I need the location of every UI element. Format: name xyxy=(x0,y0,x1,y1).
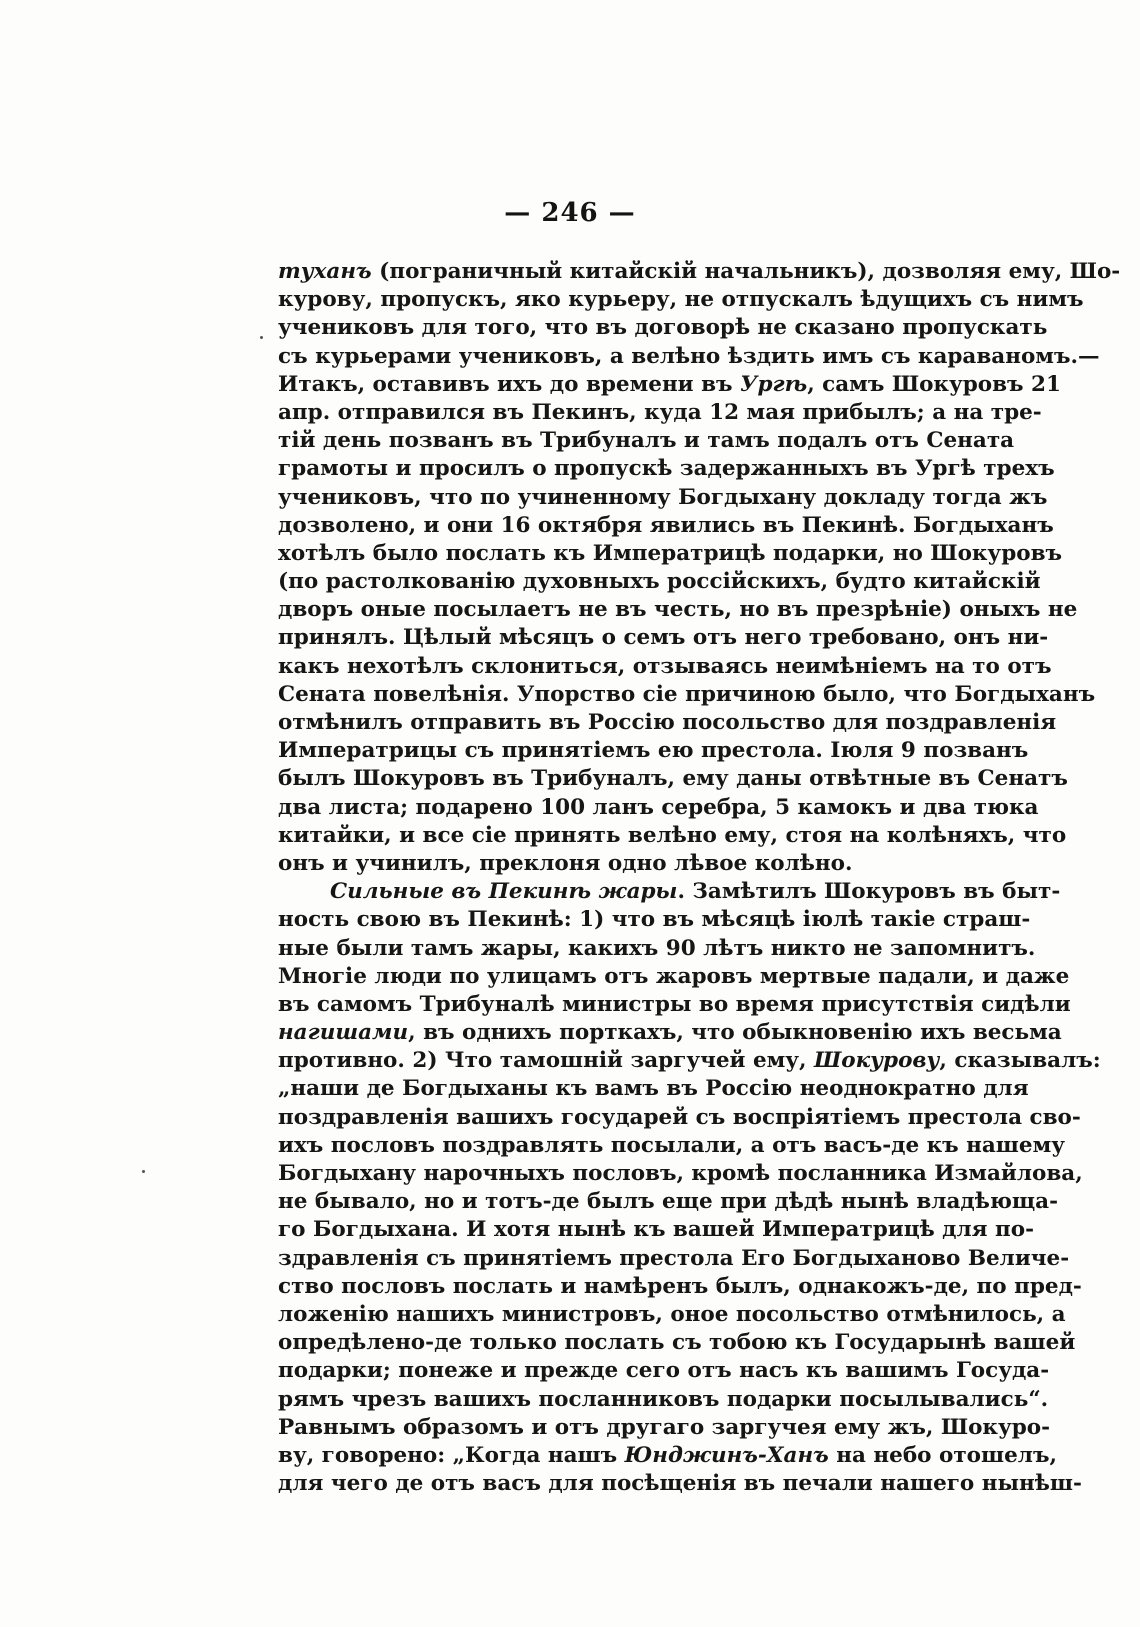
text-segment: Сильные въ Пекинѣ жары xyxy=(330,879,678,905)
page-number: — 246 — xyxy=(504,198,636,228)
text-segment: Сената повелѣнія. Упорство сіе причиною было, что Богдыханъ xyxy=(278,681,1096,707)
text-line xyxy=(278,1188,1059,1216)
text-line xyxy=(278,794,1039,822)
text-line xyxy=(278,1075,1029,1103)
text-segment: противно. 2) Что тамошній заргучей ему, xyxy=(278,1048,815,1074)
text-line xyxy=(278,1414,1051,1442)
text-segment: отмѣнилъ отправить въ Россію посольство для поздравленія xyxy=(278,710,1057,735)
text-segment: нагишами xyxy=(278,1020,409,1046)
body-text xyxy=(278,258,1121,1498)
text-line xyxy=(278,1245,1070,1273)
text-segment: ву, говорено: „Когда нашъ xyxy=(278,1442,625,1468)
text-segment: Императрицы съ принятіемъ ею престола. Іюля 9 позванъ xyxy=(278,738,1029,764)
text-segment: какъ нехотѣлъ склониться, отзываясь неимѣніемъ на то отъ xyxy=(278,653,1052,679)
text-segment: тій день позванъ въ Трибуналъ и тамъ подалъ отъ Сената xyxy=(278,428,1015,454)
text-segment: принялъ. Цѣлый мѣсяцъ о семъ отъ него требовано, онъ ни- xyxy=(278,625,1049,651)
text-segment: Шокурову xyxy=(814,1048,940,1074)
text-segment: китайки, и все сіе принять велѣно ему, стоя на колѣняхъ, что xyxy=(278,822,1067,848)
text-segment: ложенію нашихъ министровъ, оное посольство отмѣнилось, а xyxy=(278,1301,1066,1327)
text-segment: Итакъ, оставивъ ихъ до времени въ xyxy=(278,371,741,397)
text-segment: го Богдыхана. И хотя нынѣ къ вашей Императрицѣ для по- xyxy=(278,1217,1035,1243)
text-line xyxy=(278,286,1084,314)
text-line xyxy=(278,906,1031,934)
text-segment: апр. отправился въ Пекинъ, куда 12 мая прибылъ; а на тре- xyxy=(278,399,1042,425)
text-line xyxy=(278,1329,1076,1357)
text-segment: . Замѣтилъ Шокуровъ въ быт- xyxy=(677,879,1061,905)
text-line xyxy=(278,850,982,878)
text-line xyxy=(278,596,1078,624)
text-line xyxy=(278,343,1100,371)
text-segment: рямъ чрезъ вашихъ посланниковъ подарки посылывались“. xyxy=(278,1386,1049,1412)
text-segment: на небо отошелъ, xyxy=(828,1442,1057,1468)
text-segment: не бывало, но и тотъ-де былъ еще при дѣдѣ нынѣ владѣюща- xyxy=(278,1189,1059,1215)
text-line xyxy=(278,709,1057,737)
text-line xyxy=(278,399,1042,427)
text-line xyxy=(278,484,1048,512)
text-line xyxy=(278,681,1096,709)
text-line xyxy=(278,455,1055,483)
text-line xyxy=(278,371,1061,399)
text-segment: ные были тамъ жары, какихъ 90 лѣтъ никто не запомнитъ. xyxy=(278,935,1036,961)
text-line xyxy=(278,765,1068,793)
text-segment: Многіе люди по улицамъ отъ жаровъ мертвые падали, и даже xyxy=(278,963,1070,989)
text-segment: дворъ оные посылаетъ не въ честь, но въ презрѣніе) оныхъ не xyxy=(278,597,1078,623)
text-segment: Равнымъ образомъ и отъ другаго заргучея ему жъ, Шокуро- xyxy=(278,1414,1051,1440)
text-line xyxy=(278,1132,1066,1160)
text-segment: хотѣлъ было послать къ Императрицѣ подарки, но Шокуровъ xyxy=(278,540,1063,566)
text-line xyxy=(278,1047,1101,1075)
text-segment: Богдыхану нарочныхъ пословъ, кромѣ посланника Измайлова, xyxy=(278,1161,1083,1186)
text-segment: , самъ Шокуровъ 21 xyxy=(807,371,1061,397)
text-segment: Ургѣ xyxy=(740,371,808,397)
text-segment: (по растолкованію духовныхъ россійскихъ, будто китайскій xyxy=(278,569,1041,595)
text-segment: два листа; подарено 100 ланъ серебра, 5 камокъ и два тюка xyxy=(278,794,1039,820)
text-line xyxy=(278,737,1029,765)
text-line xyxy=(278,258,1121,286)
text-segment: учениковъ для того, что въ договорѣ не сказано пропускать xyxy=(278,315,1048,341)
text-line xyxy=(278,653,1052,681)
text-segment: былъ Шокуровъ въ Трибуналъ, ему даны отвѣтные въ Сенатъ xyxy=(278,766,1068,792)
text-line xyxy=(278,1160,1083,1188)
text-line xyxy=(278,314,1048,342)
text-segment: ство пословъ послать и намѣренъ былъ, однакожъ-де, по пред- xyxy=(278,1273,1082,1299)
text-line xyxy=(278,1216,1035,1244)
text-segment: съ курьерами учениковъ, а велѣно ѣздить имъ съ караваномъ.— xyxy=(278,343,1100,369)
text-segment: ность свою въ Пекинѣ: 1) что въ мѣсяцѣ іюлѣ такіе страш- xyxy=(278,907,1031,933)
text-line xyxy=(278,512,1054,540)
text-line xyxy=(278,1386,1049,1414)
text-line xyxy=(278,624,1049,652)
text-segment: грамоты и просилъ о пропускѣ задержанныхъ въ Ургѣ трехъ xyxy=(278,456,1055,482)
text-line xyxy=(278,963,1070,991)
text-segment: въ самомъ Трибуналѣ министры во время присутствія сидѣли xyxy=(278,991,1071,1017)
text-segment: курову, пропускъ, яко курьеру, не отпускалъ ѣдущихъ съ нимъ xyxy=(278,287,1084,313)
text-segment: , въ однихъ порткахъ, что обыкновенію ихъ весьма xyxy=(408,1020,1062,1046)
text-line xyxy=(278,540,1063,568)
text-segment: опредѣлено-де только послать съ тобою къ Государынѣ вашей xyxy=(278,1330,1076,1356)
text-segment: дозволено, и они 16 октября явились въ Пекинѣ. Богдыханъ xyxy=(278,512,1054,538)
text-line xyxy=(278,1470,1082,1498)
text-line xyxy=(278,1019,1062,1047)
text-line xyxy=(278,568,1041,596)
text-segment: , сказывалъ: xyxy=(939,1048,1101,1074)
text-segment: Юнджинъ-Ханъ xyxy=(624,1442,829,1468)
text-line xyxy=(278,991,1071,1019)
text-line xyxy=(278,1301,1066,1329)
text-segment: (пограничный китайскій начальникъ), дозволяя ему, Шо- xyxy=(371,259,1121,284)
text-line xyxy=(278,878,1061,906)
text-segment: здравленія съ принятіемъ престола Его Богдыханово Величе- xyxy=(278,1245,1070,1271)
text-segment: поздравленія вашихъ государей съ воспріятіемъ престола сво- xyxy=(278,1104,1081,1130)
text-segment: для чего де отъ васъ для посѣщенія въ печали нашего нынѣш- xyxy=(278,1471,1082,1497)
text-line xyxy=(278,822,1067,850)
text-segment: подарки; понеже и прежде сего отъ насъ къ вашимъ Госуда- xyxy=(278,1358,1050,1384)
text-segment: онъ и учинилъ, преклоня одно лѣвое колѣно. xyxy=(278,850,853,876)
text-line xyxy=(278,935,1036,963)
text-line xyxy=(278,1273,1082,1301)
text-segment: „наши де Богдыханы къ вамъ въ Россію неоднократно для xyxy=(278,1076,1029,1102)
text-line xyxy=(278,1104,1081,1132)
text-segment: туханъ xyxy=(278,259,372,284)
text-line xyxy=(278,1442,1057,1470)
text-line xyxy=(278,1357,1050,1385)
text-segment: учениковъ, что по учиненному Богдыхану докладу тогда жъ xyxy=(278,484,1048,510)
text-line xyxy=(278,427,1015,455)
text-segment: ихъ пословъ поздравлять посылали, а отъ васъ-де къ нашему xyxy=(278,1132,1066,1158)
